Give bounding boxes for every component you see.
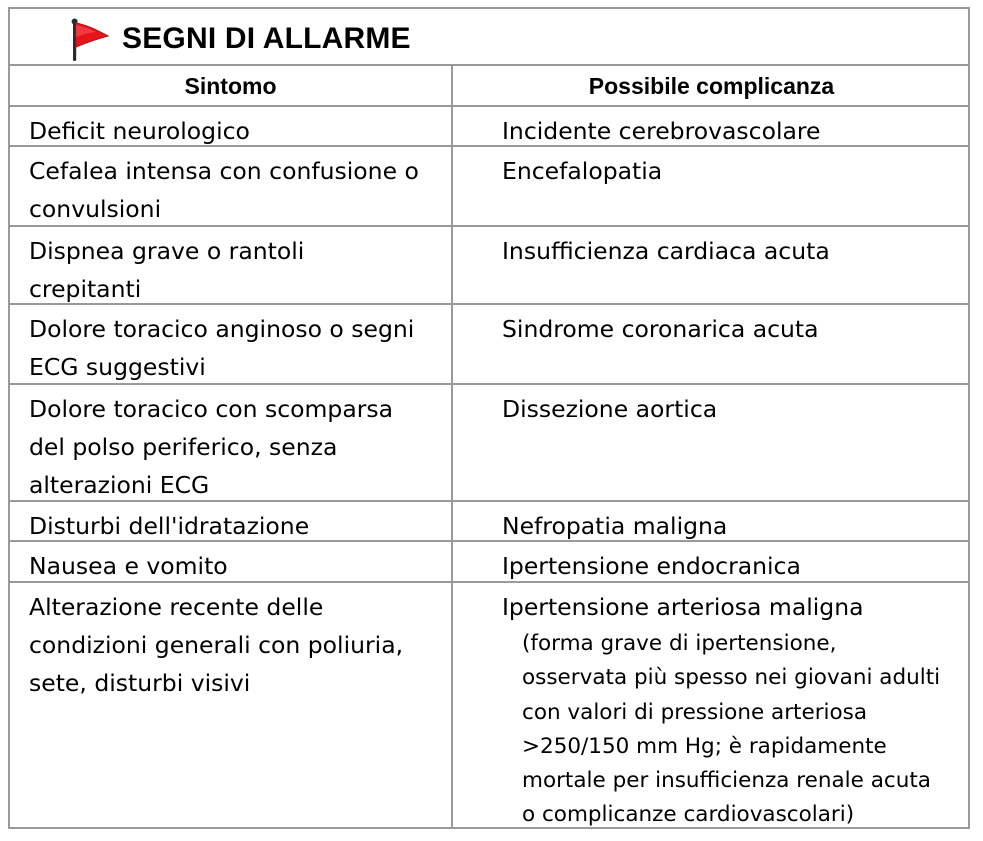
symptom-cell: Deficit neurologico xyxy=(29,117,250,145)
table-row xyxy=(10,502,968,542)
symptom-cell: Dolore toracico con scomparsa del polso periferico, senza alterazioni ECG xyxy=(29,395,394,499)
page-title: SEGNI DI ALLARME xyxy=(122,22,411,55)
warning-signs-table xyxy=(8,7,970,829)
complication-cell: Ipertensione endocranica xyxy=(502,552,801,580)
symptom-cell: Nausea e vomito xyxy=(29,552,228,580)
complication-cell: Incidente cerebrovascolare xyxy=(502,117,821,145)
table-row xyxy=(10,227,968,305)
title-row xyxy=(10,9,968,66)
column-divider xyxy=(451,66,453,829)
header-symptom: Sintomo xyxy=(184,73,277,99)
header-complication: Possibile complicanza xyxy=(588,73,835,99)
table-header xyxy=(10,66,968,107)
symptom-cell: Alterazione recente delle condizioni generali con poliuria, sete, disturbi visivi xyxy=(29,593,404,697)
symptom-cell: Disturbi dell'idratazione xyxy=(29,512,310,540)
table-row xyxy=(10,147,968,227)
table-row xyxy=(10,385,968,502)
symptom-cell: Dispnea grave o rantoli crepitanti xyxy=(29,237,305,303)
table-row xyxy=(10,583,968,827)
complication-cell: Sindrome coronarica acuta xyxy=(502,315,819,343)
symptom-cell: Dolore toracico anginoso o segni ECG suggestivi xyxy=(29,315,415,381)
complication-cell: Ipertensione arteriosa maligna xyxy=(502,593,864,621)
red-flag-icon xyxy=(66,17,112,63)
table-row xyxy=(10,542,968,583)
table-row xyxy=(10,107,968,147)
complication-cell: Dissezione aortica xyxy=(502,395,718,423)
symptom-cell: Cefalea intensa con confusione o convulsioni xyxy=(29,157,419,223)
table-row xyxy=(10,305,968,385)
complication-cell: Insufficienza cardiaca acuta xyxy=(502,237,830,265)
complication-cell: Encefalopatia xyxy=(502,157,663,185)
complication-note: (forma grave di ipertensione, osservata più spesso nei giovani adulti con valori di pressione arteriosa >250/150 mm Hg; è rapidamente mortale per insufficienza renale acuta o complicanze cardiovascolari) xyxy=(522,631,941,828)
complication-cell: Nefropatia maligna xyxy=(502,512,728,540)
